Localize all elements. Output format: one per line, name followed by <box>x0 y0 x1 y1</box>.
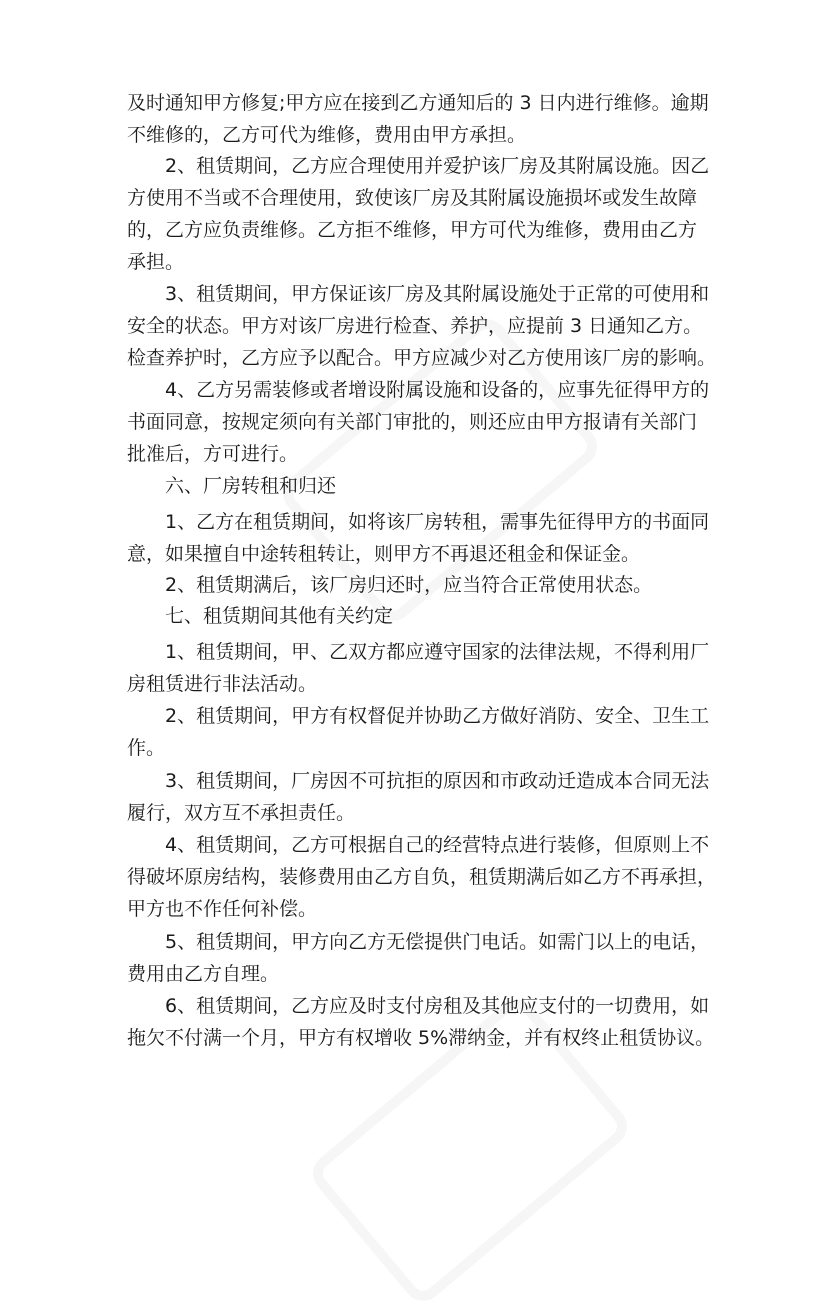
text-line: 及时通知甲方修复;甲方应在接到乙方通知后的 3 日内进行维修。逾期 <box>127 92 709 114</box>
text-line: 不维修的，乙方可代为维修，费用由甲方承担。 <box>127 124 527 146</box>
text-line: 安全的状态。甲方对该厂房进行检查、养护，应提前 3 日通知乙方。 <box>127 315 703 337</box>
text-line: 1、乙方在租赁期间，如将该厂房转租，需事先征得甲方的书面同 <box>165 511 710 533</box>
text-line: 拖欠不付满一个月，甲方有权增收 5%滞纳金，并有权终止租赁协议。 <box>127 1027 715 1049</box>
text-line: 得破坏原房结构，装修费用由乙方自负，租赁期满后如乙方不再承担， <box>127 866 717 888</box>
text-line: 意，如果擅自中途转租转让，则甲方不再退还租金和保证金。 <box>127 543 641 565</box>
text-line: 2、租赁期满后，该厂房归还时，应当符合正常使用状态。 <box>165 574 653 596</box>
section-heading: 六、厂房转租和归还 <box>165 475 337 497</box>
text-line: 5、租赁期间，甲方向乙方无偿提供门电话。如需门以上的电话， <box>165 931 710 953</box>
text-line: 的，乙方应负责维修。乙方拒不维修，甲方可代为维修，费用由乙方 <box>127 219 698 241</box>
text-line: 方使用不当或不合理使用，致使该厂房及其附属设施损坏或发生故障 <box>127 187 698 209</box>
text-line: 2、租赁期间，甲方有权督促并协助乙方做好消防、安全、卫生工 <box>165 705 710 727</box>
text-line: 费用由乙方自理。 <box>127 963 280 985</box>
text-line: 书面同意，按规定须向有关部门审批的，则还应由甲方报请有关部门 <box>127 411 698 433</box>
text-line: 6、租赁期间，乙方应及时支付房租及其他应支付的一切费用，如 <box>165 995 710 1017</box>
text-line: 房租赁进行非法活动。 <box>127 673 318 695</box>
text-line: 2、租赁期间，乙方应合理使用并爱护该厂房及其附属设施。因乙 <box>165 155 710 177</box>
text-line: 履行，双方互不承担责任。 <box>127 802 356 824</box>
text-line: 检查养护时，乙方应予以配合。甲方应减少对乙方使用该厂房的影响。 <box>127 347 717 369</box>
text-line: 3、租赁期间，甲方保证该厂房及其附属设施处于正常的可使用和 <box>165 283 710 305</box>
text-line: 4、乙方另需装修或者增设附属设施和设备的，应事先征得甲方的 <box>165 379 710 401</box>
text-line: 3、租赁期间，厂房因不可抗拒的原因和市政动迁造成本合同无法 <box>165 770 710 792</box>
text-line: 批准后，方可进行。 <box>127 443 299 465</box>
text-line: 1、租赁期间，甲、乙双方都应遵守国家的法律法规，不得利用厂 <box>165 641 710 663</box>
text-line: 作。 <box>127 737 166 759</box>
text-line: 4、租赁期间，乙方可根据自己的经营特点进行装修，但原则上不 <box>165 834 710 856</box>
text-line: 承担。 <box>127 251 185 273</box>
section-heading: 七、租赁期间其他有关约定 <box>165 605 394 627</box>
text-line: 甲方也不作任何补偿。 <box>127 898 318 920</box>
